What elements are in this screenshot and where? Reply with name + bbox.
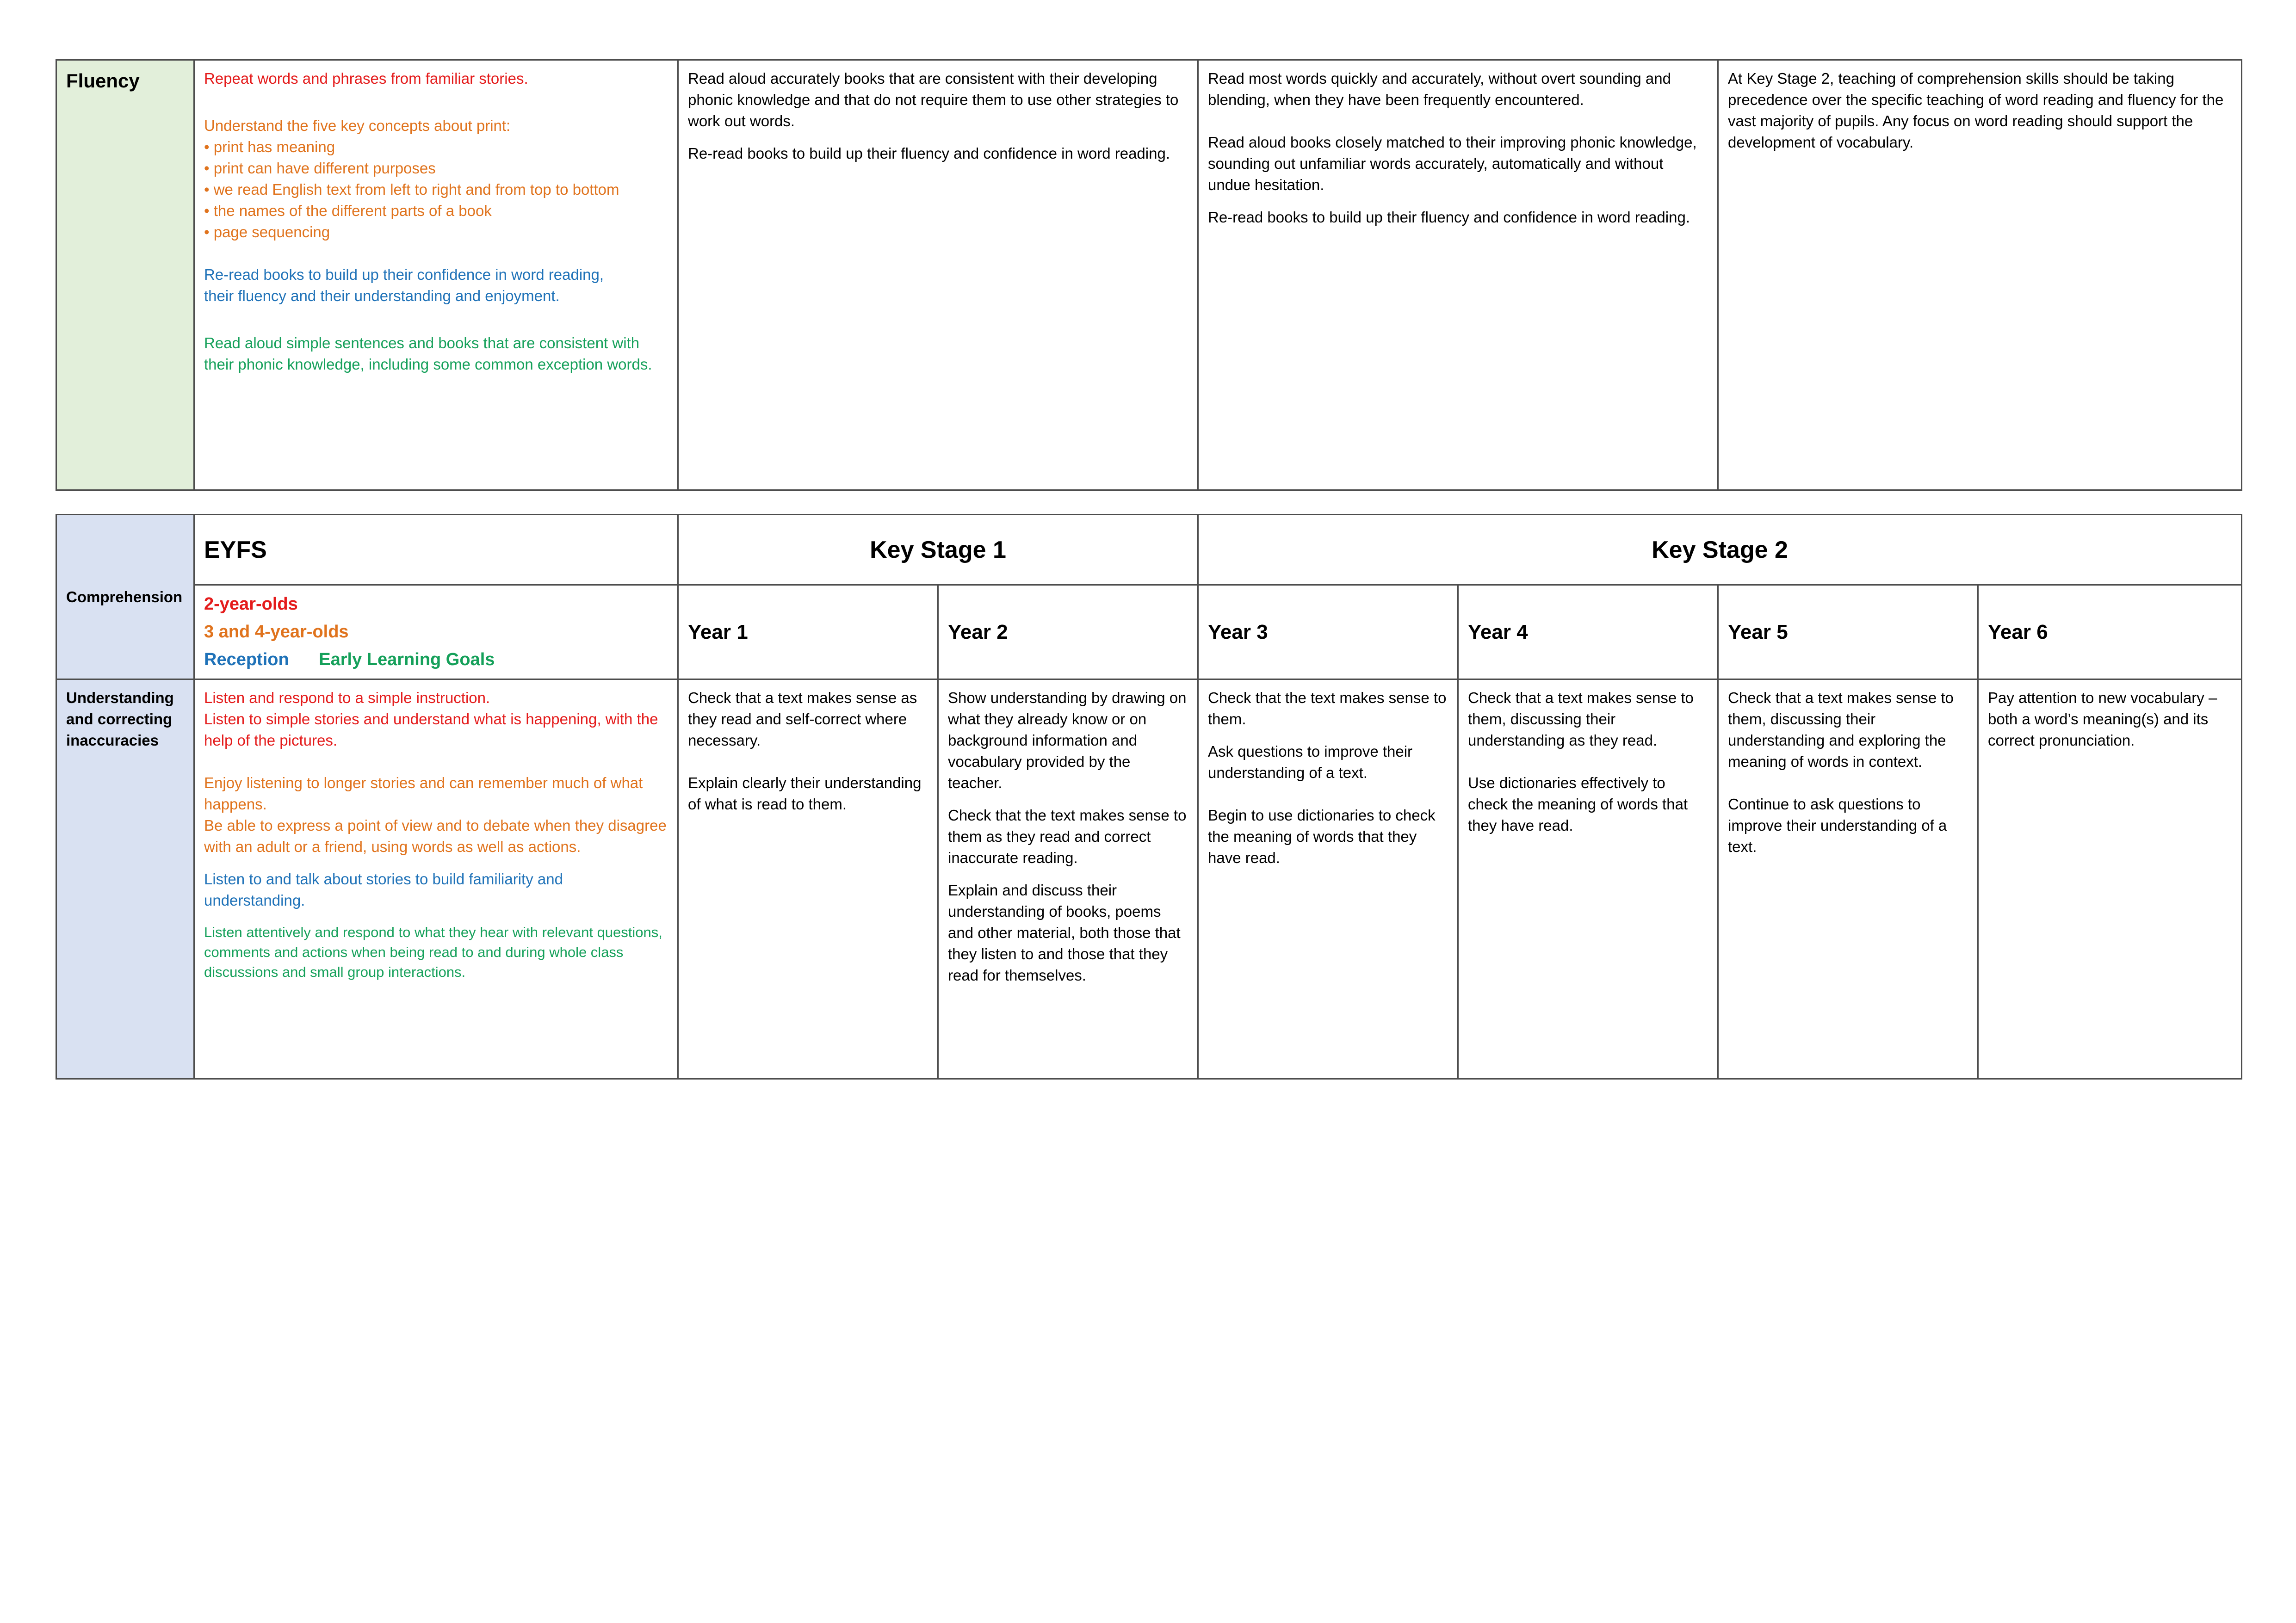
year-3-header: Year 3 — [1198, 585, 1458, 679]
list-item: • print has meaning — [204, 138, 335, 155]
fluency-eyfs-cell — [194, 60, 678, 490]
fluency-year2-para: Read aloud books closely matched to their improving phonic knowledge, sounding out unfamiliar words accurately, automatically and without undue hesitation. — [1208, 134, 1697, 193]
comp-eyfs-red: Listen and respond to a simple instruction. — [204, 689, 490, 706]
comp-year3-para: Ask questions to improve their understanding of a text. — [1208, 743, 1413, 781]
comp-year2-para: Check that the text makes sense to them as they read and correct inaccurate reading. — [948, 807, 1187, 866]
comp-year3-para: Begin to use dictionaries to check the meaning of words that they have read. — [1208, 807, 1436, 866]
fluency-eyfs-orange-intro: Understand the five key concepts about print: — [204, 117, 511, 134]
elg-label: Early Learning Goals — [319, 650, 495, 669]
list-item: • the names of the different parts of a book — [204, 202, 492, 219]
age-reception-row — [204, 646, 668, 673]
comp-year5-para: Continue to ask questions to improve their understanding of a text. — [1728, 796, 1947, 855]
comp-year5-para: Check that a text makes sense to them, discussing their understanding and exploring the meaning of words in context. — [1728, 689, 1954, 770]
reception-label: Reception — [204, 650, 289, 669]
ks2-header: Key Stage 2 — [1198, 515, 2242, 585]
comp-year1-para: Explain clearly their understanding of what is read to them. — [688, 774, 922, 813]
comp-year5-cell — [1718, 679, 1978, 1079]
fluency-year2-para: Read most words quickly and accurately, without overt sounding and blending, when they have been frequently encountered. — [1208, 70, 1671, 108]
fluency-eyfs-green: Read aloud simple sentences and books that are consistent with their phonic knowledge, including some common exception words. — [204, 334, 652, 373]
year-6-header: Year 6 — [1978, 585, 2242, 679]
eyfs-header: EYFS — [194, 515, 678, 585]
comp-year2-para: Show understanding by drawing on what they already know or on background information and vocabulary provided by the teacher. — [948, 689, 1187, 791]
fluency-eyfs-blue — [204, 264, 668, 307]
fluency-year1-para: Re-read books to build up their fluency and confidence in word reading. — [688, 145, 1170, 162]
year-1-header: Year 1 — [678, 585, 938, 679]
fluency-label: Fluency — [56, 60, 194, 490]
list-item: • print can have different purposes — [204, 160, 436, 177]
fluency-eyfs-blue-line: Re-read books to build up their confidence in word reading, — [204, 266, 604, 283]
comp-year3-para: Check that the text makes sense to them. — [1208, 689, 1447, 728]
fluency-eyfs-orange-list — [204, 136, 668, 243]
fluency-year1-para: Read aloud accurately books that are consistent with their developing phonic knowledge and that do not require them to use other strategies to work out words. — [688, 70, 1179, 130]
comp-year2-para: Explain and discuss their understanding of books, poems and other material, both those that they listen to and those that they read for themselves. — [948, 882, 1181, 984]
year-5-header: Year 5 — [1718, 585, 1978, 679]
comp-eyfs-cell — [194, 679, 678, 1079]
fluency-table — [56, 59, 2242, 491]
comp-year2-cell — [938, 679, 1198, 1079]
comp-year4-para: Check that a text makes sense to them, discussing their understanding as they read. — [1468, 689, 1694, 749]
comp-year4-cell — [1458, 679, 1718, 1079]
age-34-label: 3 and 4-year-olds — [204, 622, 349, 642]
fluency-year2-cell — [1198, 60, 1718, 490]
comp-year1-para: Check that a text makes sense as they read and self-correct where necessary. — [688, 689, 917, 749]
fluency-year1-cell — [678, 60, 1198, 490]
list-item: • we read English text from left to right and from top to bottom — [204, 181, 619, 198]
understanding-label: Understanding and correcting inaccuracies — [56, 679, 194, 1079]
comp-eyfs-orange: Enjoy listening to longer stories and can remember much of what happens. — [204, 774, 643, 813]
fluency-eyfs-red: Repeat words and phrases from familiar stories. — [204, 70, 528, 87]
year-2-header: Year 2 — [938, 585, 1198, 679]
list-item: • page sequencing — [204, 223, 330, 241]
comp-eyfs-green: Listen attentively and respond to what they hear with relevant questions, comments and actions when being read to and during whole class discussions and small group interactions. — [204, 924, 662, 980]
comp-year6-cell — [1978, 679, 2242, 1079]
fluency-year2-para: Re-read books to build up their fluency and confidence in word reading. — [1208, 209, 1690, 226]
comp-eyfs-orange: Be able to express a point of view and to debate when they disagree with an adult or a friend, using words as well as actions. — [204, 817, 667, 855]
age-2-label: 2-year-olds — [204, 594, 298, 614]
comp-year3-cell — [1198, 679, 1458, 1079]
eyfs-age-key — [194, 585, 678, 679]
comp-year4-para: Use dictionaries effectively to check the meaning of words that they have read. — [1468, 774, 1688, 834]
comp-year1-cell — [678, 679, 938, 1079]
comp-year6-para: Pay attention to new vocabulary – both a word’s meaning(s) and its correct pronunciation. — [1988, 689, 2217, 749]
year-4-header: Year 4 — [1458, 585, 1718, 679]
comprehension-label: Comprehension — [56, 515, 194, 679]
comp-eyfs-red: Listen to simple stories and understand what is happening, with the help of the pictures. — [204, 710, 658, 749]
comp-eyfs-blue: Listen to and talk about stories to build familiarity and understanding. — [204, 870, 563, 909]
comprehension-table — [56, 514, 2242, 1080]
ks1-header: Key Stage 1 — [678, 515, 1198, 585]
fluency-ks2-cell: At Key Stage 2, teaching of comprehension skills should be taking precedence over the specific teaching of word reading and fluency for the vast majority of pupils. Any focus on word reading should support the development of vocabulary. — [1718, 60, 2242, 490]
fluency-eyfs-blue-line: their fluency and their understanding and enjoyment. — [204, 287, 560, 304]
